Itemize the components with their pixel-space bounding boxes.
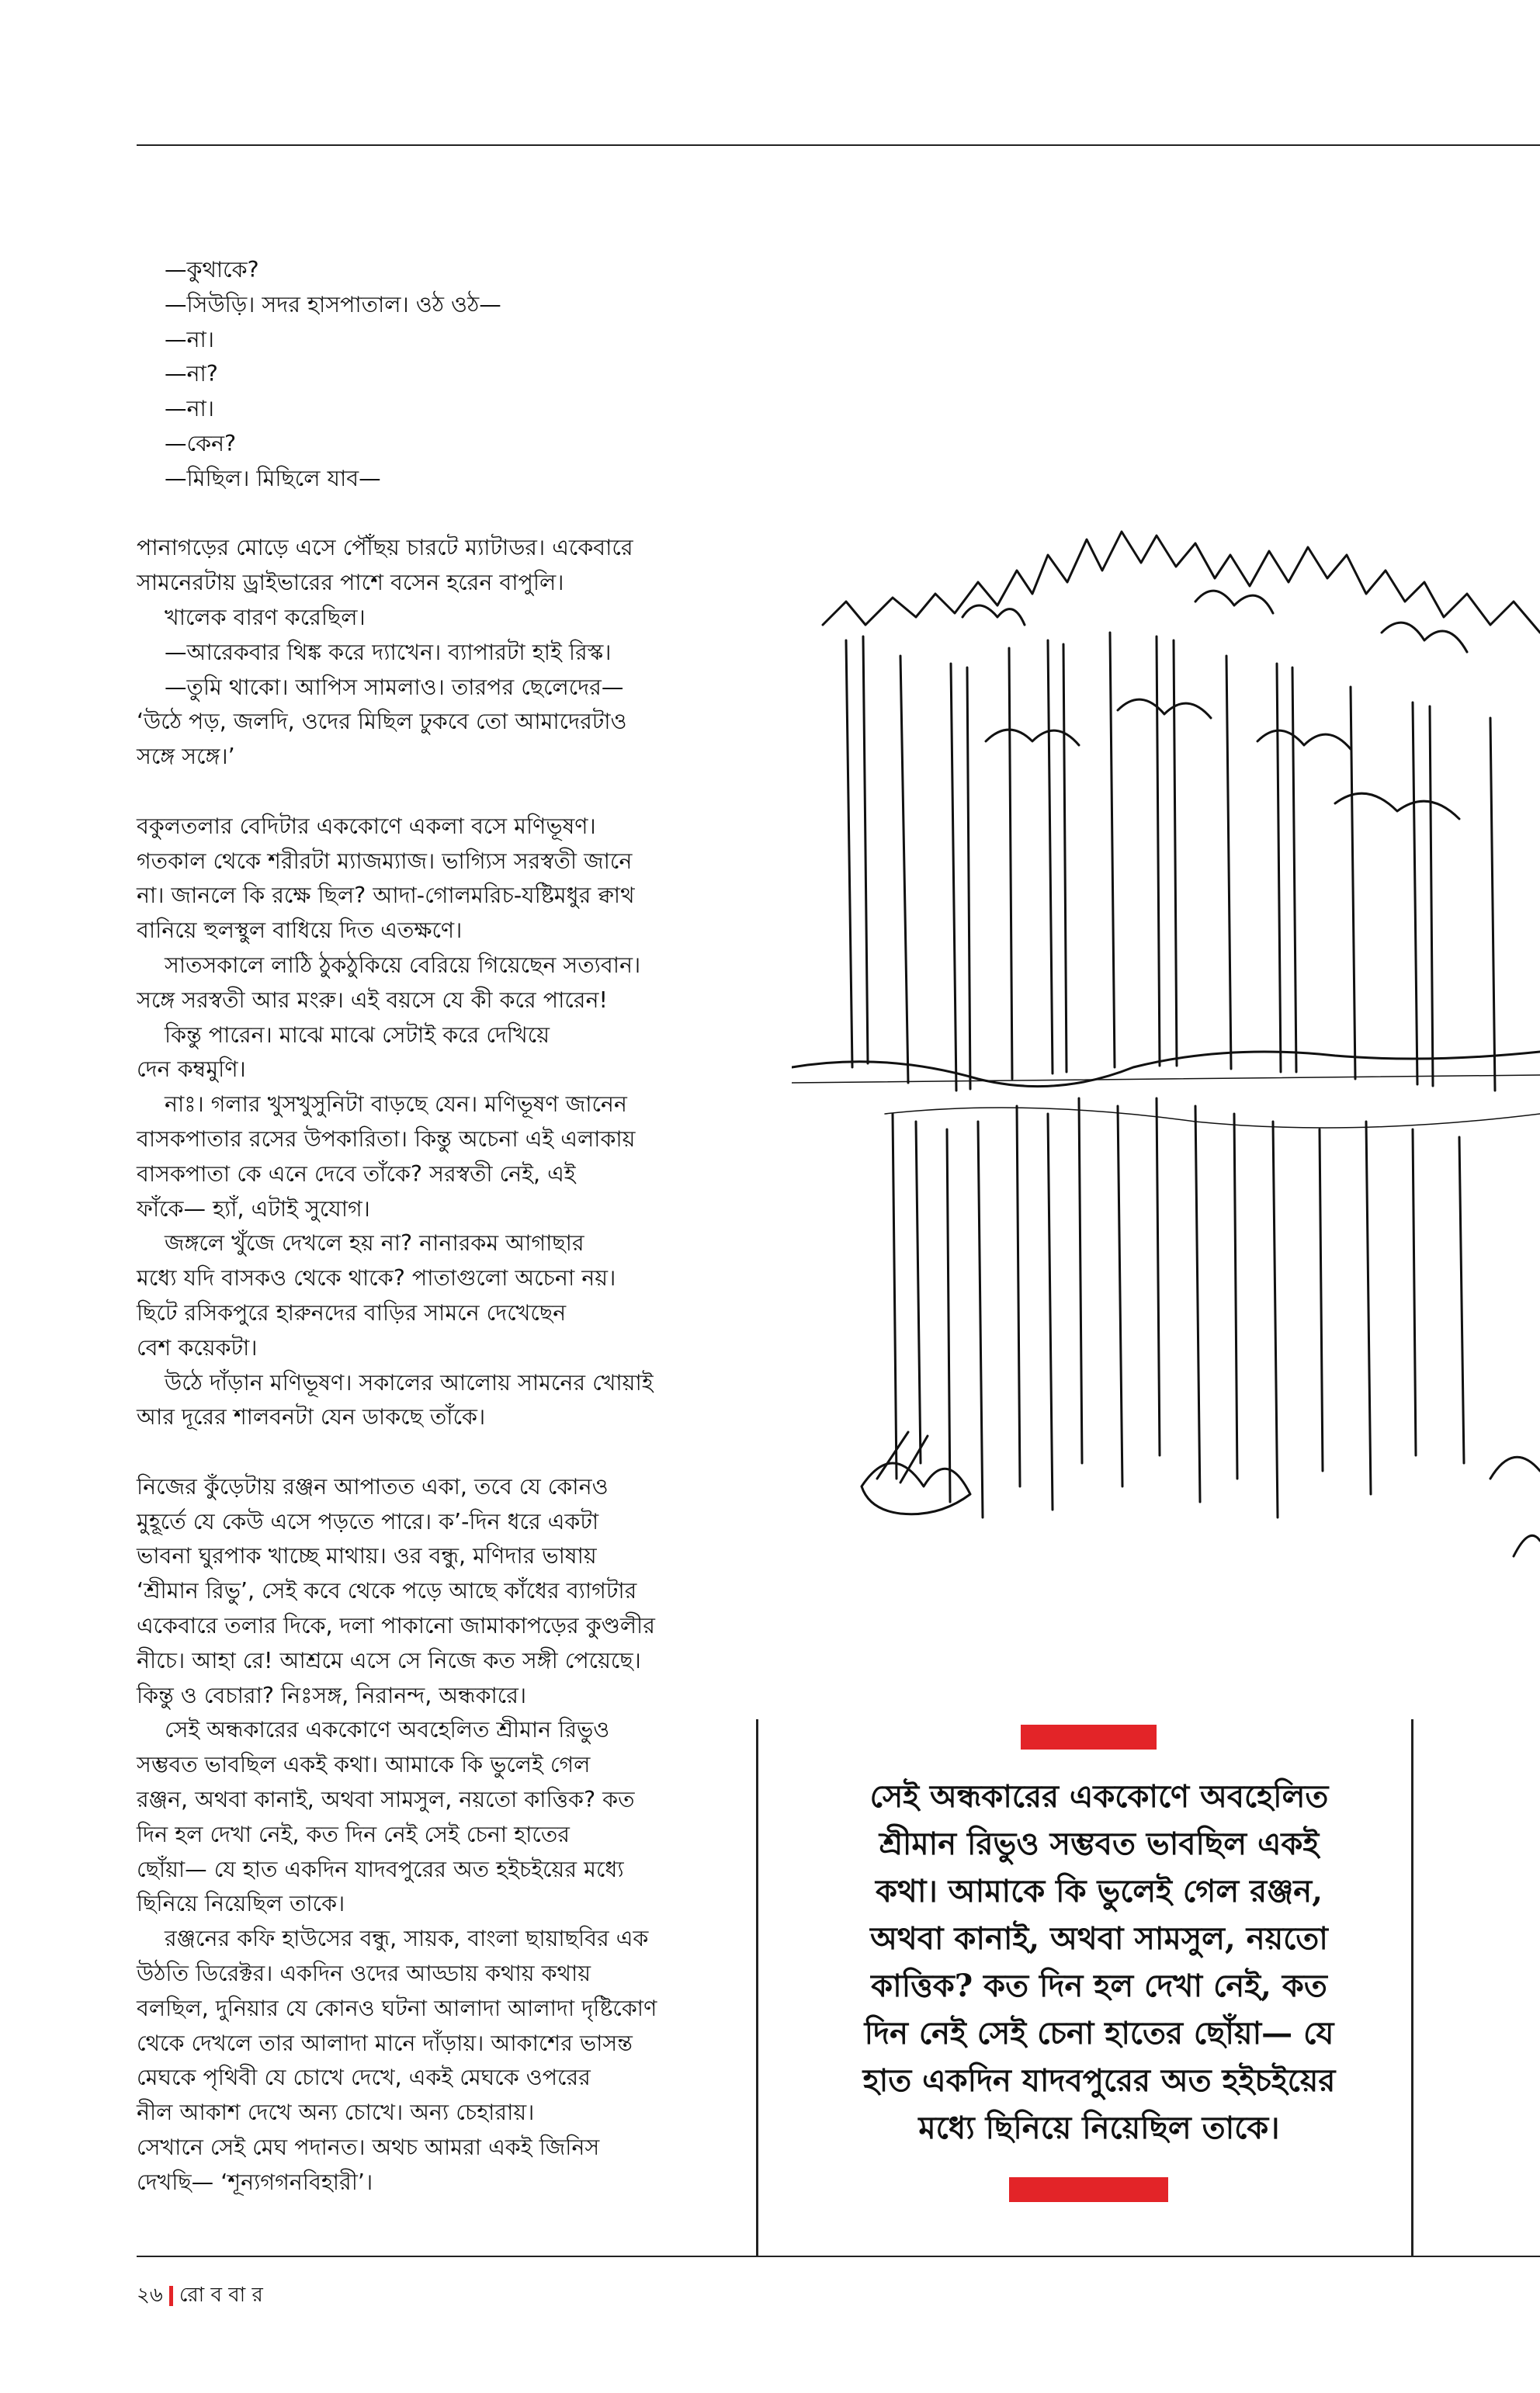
pullquote-line: মধ্যে ছিনিয়ে নিয়েছিল তাকে। (918, 2110, 1280, 2146)
text-line: বলছিল, দুনিয়ার যে কোনও ঘটনা আলাদা আলাদা দৃষ্টিকোণ (137, 1995, 657, 2021)
pullquote-line: কাত্তিক? কত দিন হল দেখা নেই, কত (871, 1968, 1327, 2004)
text-line: নিজের কুঁড়েটায় রঞ্জন আপাতত একা, তবে যে কোনও (137, 1473, 609, 1500)
text-line: রঞ্জনের কফি হাউসের বন্ধু, সায়ক, বাংলা ছায়াছবির এক (165, 1926, 649, 1952)
text-line: কিন্তু ও বেচারা? নিঃসঙ্গ, নিরানন্দ, অন্ধকারে। (137, 1682, 527, 1708)
text-line: ‘উঠে পড়, জলদি, ওদের মিছিল ঢুকবে তো আমাদেরটাও (137, 709, 627, 735)
text-line: বানিয়ে হুলস্থুল বাধিয়ে দিত এতক্ষণে। (137, 917, 463, 944)
text-line: সেই অন্ধকারের এককোণে অবহেলিত শ্রীমান রিভুও (165, 1717, 610, 1743)
page-number: ২৬ (137, 2284, 163, 2307)
column-rule-left (756, 1719, 758, 2257)
dialogue-line: —না? (165, 361, 218, 387)
text-line: নীল আকাশ দেখে অন্য চোখে। অন্য চেহারায়। (137, 2100, 535, 2126)
text-line: মধ্যে যদি বাসকও থেকে থাকে? পাতাগুলো অচেনা নয়। (137, 1265, 616, 1292)
text-line: ছিনিয়ে নিয়েছিল তাকে। (137, 1891, 345, 1917)
text-line: কিন্তু পারেন। মাঝে মাঝে সেটাই করে দেখিয়ে (165, 1021, 550, 1048)
page-footer (137, 2279, 263, 2313)
article-body (137, 253, 711, 2201)
section-gap (137, 775, 711, 810)
pullquote-line: কথা। আমাকে কি ভুলেই গেল রঞ্জন, (875, 1873, 1323, 1909)
text-line: পানাগড়ের মোড়ে এসে পৌঁছয় চারটে ম্যাটাডর। একেবারে (137, 535, 633, 561)
footer-separator (169, 2286, 173, 2306)
section-gap (137, 1435, 711, 1470)
dialogue-line: —কেন? (165, 430, 237, 456)
section-gap (137, 497, 711, 532)
magazine-name: রো ব বা র (179, 2284, 263, 2307)
bottom-rule (137, 2256, 1540, 2257)
text-line: সেখানে সেই মেঘ পদানত। অথচ আমরা একই জিনিস (137, 2135, 600, 2161)
text-line: ছিটে রসিকপুরে হারুনদের বাড়ির সামনে দেখেছেন (137, 1299, 567, 1326)
pullquote-top-bar (1021, 1725, 1157, 1750)
text-line: নাঃ। গলার খুসখুসুনিটা বাড়ছে যেন। মণিভূষণ জানেন (165, 1091, 627, 1118)
text-line: ফাঁকে— হ্যাঁ, এটাই সুযোগ। (137, 1195, 370, 1222)
dialogue-line: —না। (165, 396, 214, 422)
text-line: সামনেরটায় ড্রাইভারের পাশে বসেন হরেন বাপুলি। (137, 570, 564, 596)
pullquote-line: সেই অন্ধকারের এককোণে অবহেলিত (869, 1778, 1329, 1815)
text-line: ভাবনা ঘুরপাক খাচ্ছে মাথায়। ওর বন্ধু, মণিদার ভাষায় (137, 1543, 597, 1569)
text-line: আর দূরের শালবনটা যেন ডাকছে তাঁকে। (137, 1404, 486, 1431)
text-line: উঠে দাঁড়ান মণিভূষণ। সকালের আলোয় সামনের খোয়াই (165, 1369, 654, 1396)
text-line: নীচে। আহা রে! আশ্রমে এসে সে নিজে কত সঙ্গী পেয়েছে। (137, 1647, 641, 1673)
pullquote-bottom-bar (1009, 2177, 1168, 2202)
text-line: খালেক বারণ করেছিল। (165, 604, 366, 630)
text-line: ‘শ্রীমান রিভু’, সেই কবে থেকে পড়ে আছে কাঁধের ব্যাগটার (137, 1578, 637, 1604)
top-rule (137, 144, 1540, 146)
text-line: বকুলতলার বেদিটার এককোণে একলা বসে মণিভূষণ। (137, 813, 596, 839)
text-line: রঞ্জন, অথবা কানাই, অথবা সামসুল, নয়তো কাত্তিক? কত (137, 1787, 635, 1813)
pullquote-line: দিন নেই সেই চেনা হাতের ছোঁয়া— যে (864, 2015, 1334, 2051)
text-line: একেবারে তলার দিকে, দলা পাকানো জামাকাপড়ের কুণ্ডলীর (137, 1613, 655, 1639)
pullquote-line: শ্রীমান রিভুও সম্ভবত ভাবছিল একই (879, 1826, 1320, 1862)
text-line: —আরেকবার থিঙ্ক করে দ্যাখেন। ব্যাপারটা হাই রিস্ক। (165, 639, 612, 665)
dialogue-line: —সিউড়ি। সদর হাসপাতাল। ওঠ ওঠ— (165, 291, 501, 317)
text-line: সম্ভবত ভাবছিল একই কথা। আমাকে কি ভুলেই গেল (137, 1752, 591, 1778)
text-line: মুহূর্তে যে কেউ এসে পড়তে পারে। ক’-দিন ধরে একটা (137, 1508, 599, 1535)
text-line: —তুমি থাকো। আপিস সামলাও। তারপর ছেলেদের— (165, 674, 624, 700)
dialogue-line: —না। (165, 326, 214, 352)
forest-illustration (792, 508, 1540, 1611)
text-line: বেশ কয়েকটা। (137, 1334, 258, 1361)
pullquote-line: হাত একদিন যাদবপুরের অত হইচইয়ের (862, 2062, 1336, 2099)
text-line: দিন হল দেখা নেই, কত দিন নেই সেই চেনা হাতের (137, 1821, 570, 1847)
text-line: সঙ্গে সরস্বতী আর মংরু। এই বয়সে যে কী করে পারেন! (137, 987, 608, 1013)
text-line: গতকাল থেকে শরীরটা ম্যাজম্যাজ। ভাগ্যিস সরস্বতী জানে (137, 848, 633, 874)
text-line: বাসকপাতার রসের উপকারিতা। কিন্তু অচেনা এই এলাকায় (137, 1125, 636, 1152)
text-line: দেন কম্বমুণি। (137, 1056, 246, 1083)
text-line: সঙ্গে সঙ্গে।’ (137, 744, 235, 770)
text-line: থেকে দেখলে তার আলাদা মানে দাঁড়ায়। আকাশের ভাসন্ত (137, 2030, 633, 2056)
text-line: উঠতি ডিরেক্টর। একদিন ওদের আড্ডায় কথায় কথায় (137, 1961, 591, 1987)
text-line: বাসকপাতা কে এনে দেবে তাঁকে? সরস্বতী নেই, এই (137, 1160, 576, 1187)
text-line: না। জানলে কি রক্ষে ছিল? আদা-গোলমরিচ-যষ্টিমধুর ক্বাথ (137, 883, 635, 909)
column-rule-right (1411, 1719, 1413, 2257)
text-line: মেঘকে পৃথিবী যে চোখে দেখে, একই মেঘকে ওপরের (137, 2065, 591, 2091)
pullquote (812, 1773, 1386, 2152)
dialogue-line: —কুথাকে? (165, 257, 259, 283)
text-line: জঙ্গলে খুঁজে দেখলে হয় না? নানারকম আগাছার (165, 1230, 584, 1257)
text-line: দেখছি— ‘শূন্যগগনবিহারী’। (137, 2169, 373, 2195)
text-line: সাতসকালে লাঠি ঠুকঠুকিয়ে বেরিয়ে গিয়েছেন সত্যবান। (165, 952, 641, 978)
pullquote-line: অথবা কানাই, অথবা সামসুল, নয়তো (870, 1920, 1328, 1957)
dialogue-line: —মিছিল। মিছিলে যাব— (165, 465, 381, 491)
text-line: ছোঁয়া— যে হাত একদিন যাদবপুরের অত হইচইয়ের মধ্যে (137, 1856, 624, 1882)
